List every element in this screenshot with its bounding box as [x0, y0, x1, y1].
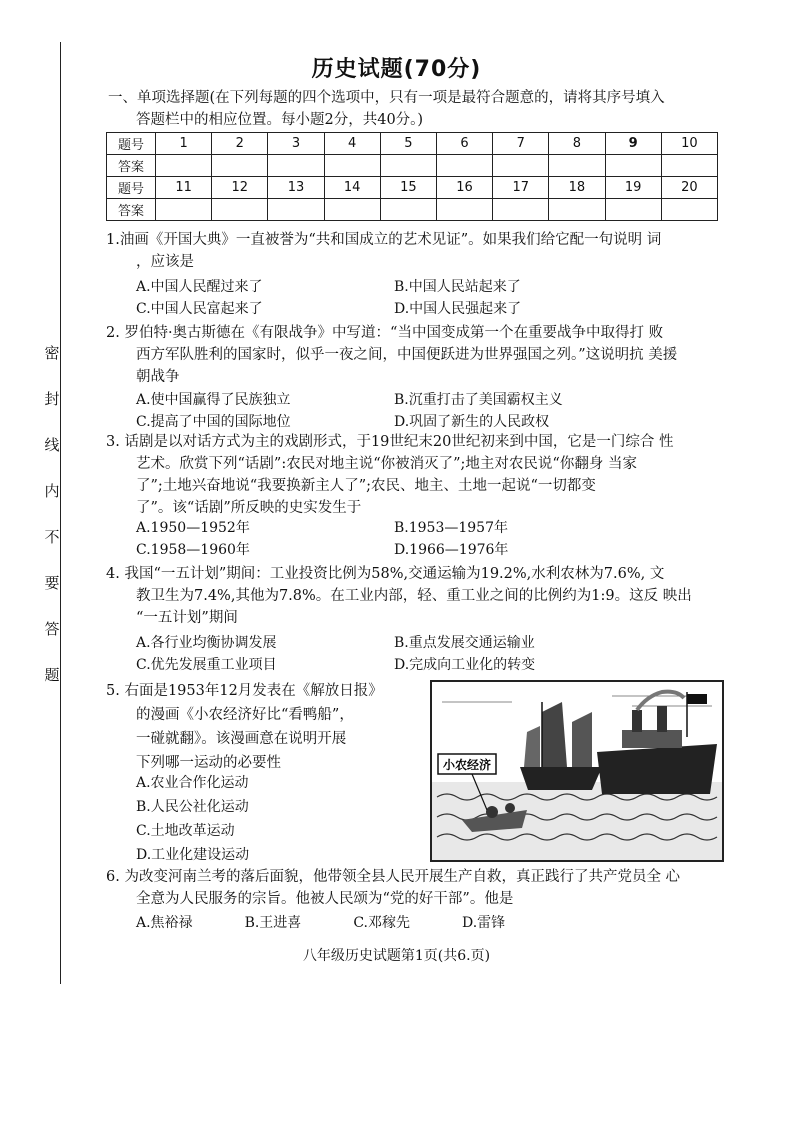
- option-a[interactable]: A.1950—1952年: [136, 520, 250, 536]
- question-1-options: [136, 276, 696, 320]
- answer-cell[interactable]: [605, 155, 661, 177]
- option-c[interactable]: C.中国人民富起来了: [136, 301, 263, 317]
- question-line: 2. 罗伯特·奥古斯德在《有限战争》中写道：“当中国变成第一个在重要战争中取得打 败: [106, 325, 664, 341]
- option-a[interactable]: A.农业合作化运动: [136, 775, 249, 791]
- answer-cell[interactable]: [324, 199, 380, 221]
- option-a[interactable]: A.中国人民醒过来了: [136, 279, 263, 295]
- junk-boat-icon: [520, 702, 602, 790]
- question-5: [106, 679, 406, 775]
- question-3-options: [136, 517, 696, 561]
- number-cell: 11: [156, 177, 212, 199]
- question-2: [106, 322, 726, 388]
- number-cell: 3: [268, 133, 324, 155]
- question-line: ，应该是: [136, 254, 194, 270]
- question-line: 一碰就翻》。该漫画意在说明开展: [136, 731, 347, 747]
- number-cell: 6: [436, 133, 492, 155]
- cartoon-image: [430, 680, 724, 862]
- option-b[interactable]: B.中国人民站起来了: [394, 279, 521, 295]
- option-d[interactable]: D.巩固了新生的人民政权: [394, 414, 550, 430]
- answer-cell[interactable]: [549, 199, 605, 221]
- question-4: [106, 563, 726, 629]
- answer-cell[interactable]: [380, 155, 436, 177]
- question-line: 的漫画《小农经济好比“看鸭船”，: [136, 707, 354, 723]
- steamship-icon: [597, 692, 717, 794]
- section-line: 答题栏中的相应位置。每小题2分，共40分。): [136, 112, 424, 128]
- question-line: 3. 话剧是以对话方式为主的戏剧形式，于19世纪末20世纪初来到中国，它是一门综合 性: [106, 434, 674, 450]
- number-cell: 18: [549, 177, 605, 199]
- option-c[interactable]: C.优先发展重工业项目: [136, 657, 277, 673]
- question-line: 6. 为改变河南兰考的落后面貌，他带领全县人民开展生产自救，真正践行了共产党员全 心: [106, 869, 681, 885]
- number-cell: 19: [605, 177, 661, 199]
- number-cell: 9: [605, 133, 661, 155]
- question-6-options: [136, 912, 696, 934]
- binding-char: 内: [44, 482, 60, 500]
- question-line: 艺术。欣赏下列“话剧”:农民对地主说“你被消灭了”;地主对农民说“你翻身 当家: [136, 456, 637, 472]
- section-instructions: [108, 87, 728, 131]
- answer-cell[interactable]: [268, 199, 324, 221]
- number-cell: 7: [493, 133, 549, 155]
- option-c[interactable]: C.1958—1960年: [136, 542, 250, 558]
- binding-char: 题: [44, 666, 60, 684]
- answer-table: [106, 132, 718, 221]
- number-cell: 8: [549, 133, 605, 155]
- answer-cell[interactable]: [549, 155, 605, 177]
- number-cell: 17: [493, 177, 549, 199]
- question-line: 1.油画《开国大典》一直被誉为“共和国成立的艺术见证”。如果我们给它配一句说明 词: [106, 232, 662, 248]
- answer-cell[interactable]: [436, 155, 492, 177]
- question-3: [106, 431, 726, 519]
- option-d[interactable]: D.完成向工业化的转变: [394, 657, 536, 673]
- table-row: [107, 155, 718, 177]
- option-c[interactable]: C.土地改革运动: [136, 823, 235, 839]
- question-line: 了”;土地兴奋地说“我要换新主人了”;农民、地主、土地一起说“一切都变: [136, 478, 596, 494]
- answer-cell[interactable]: [156, 155, 212, 177]
- option-d[interactable]: D.1966—1976年: [394, 542, 509, 558]
- question-2-options: [136, 389, 696, 433]
- option-d[interactable]: D.雷锋: [461, 915, 506, 931]
- number-cell: 14: [324, 177, 380, 199]
- option-c[interactable]: C.邓稼先: [353, 915, 410, 931]
- option-b[interactable]: B.人民公社化运动: [136, 799, 249, 815]
- page-footer: 八年级历史试题第1页(共6.页): [302, 948, 491, 964]
- question-4-options: [136, 632, 696, 676]
- answer-cell[interactable]: [661, 155, 717, 177]
- option-a[interactable]: A.使中国赢得了民族独立: [136, 392, 291, 408]
- number-cell: 20: [661, 177, 717, 199]
- sky-hatching: [442, 696, 712, 706]
- header-cell: 题号: [107, 177, 156, 199]
- header-cell: 答案: [107, 155, 156, 177]
- table-row: [107, 177, 718, 199]
- binding-char: 答: [44, 620, 60, 638]
- binding-char: 封: [44, 390, 60, 408]
- binding-char: 不: [44, 528, 60, 546]
- table-row: [107, 133, 718, 155]
- section-line: 一、单项选择题(在下列每题的四个选项中，只有一项是最符合题意的，请将其序号填入: [108, 90, 665, 106]
- number-cell: 5: [380, 133, 436, 155]
- binding-char: 密: [44, 344, 60, 362]
- answer-cell[interactable]: [324, 155, 380, 177]
- binding-char: 要: [44, 574, 60, 592]
- answer-cell[interactable]: [661, 199, 717, 221]
- question-5-options: [136, 771, 249, 867]
- number-cell: 4: [324, 133, 380, 155]
- option-b[interactable]: B.1953—1957年: [394, 520, 508, 536]
- option-d[interactable]: D.中国人民强起来了: [394, 301, 522, 317]
- option-d[interactable]: D.工业化建设运动: [136, 847, 250, 863]
- answer-cell[interactable]: [212, 199, 268, 221]
- answer-cell[interactable]: [493, 155, 549, 177]
- number-cell: 12: [212, 177, 268, 199]
- number-cell: 15: [380, 177, 436, 199]
- question-line: 5. 右面是1953年12月发表在《解放日报》: [106, 683, 383, 699]
- page-title: 历史试题(70分): [311, 57, 482, 82]
- answer-cell[interactable]: [380, 199, 436, 221]
- question-1: [106, 229, 726, 273]
- option-a[interactable]: A.焦裕禄: [136, 915, 193, 931]
- option-c[interactable]: C.提高了中国的国际地位: [136, 414, 291, 430]
- option-b[interactable]: B.沉重打击了美国霸权主义: [394, 392, 563, 408]
- answer-cell[interactable]: [268, 155, 324, 177]
- answer-cell[interactable]: [605, 199, 661, 221]
- cartoon-drawing: [432, 682, 722, 860]
- header-cell: 答案: [107, 199, 156, 221]
- answer-cell[interactable]: [436, 199, 492, 221]
- number-cell: 13: [268, 177, 324, 199]
- answer-cell[interactable]: [493, 199, 549, 221]
- question-line: 全意为人民服务的宗旨。他被人民颂为“党的好干部”。他是: [136, 891, 514, 907]
- question-line: 下列哪一运动的必要性: [136, 755, 281, 771]
- question-line: 教卫生为7.4%,其他为7.8%。在工业内部，轻、重工业之间的比例约为1:9。这反 映出: [136, 588, 692, 604]
- number-cell: 16: [436, 177, 492, 199]
- cartoon-label: 小农经济: [442, 758, 492, 772]
- question-6: [106, 866, 726, 910]
- binding-notice: [40, 330, 64, 698]
- answer-cell[interactable]: [156, 199, 212, 221]
- answer-cell[interactable]: [212, 155, 268, 177]
- binding-char: 线: [44, 436, 60, 454]
- table-row: [107, 199, 718, 221]
- question-line: 西方军队胜利的国家时，似乎一夜之间，中国便跃进为世界强国之列。”这说明抗 美援: [136, 347, 678, 363]
- option-a[interactable]: A.各行业均衡协调发展: [136, 635, 277, 651]
- question-line: “一五计划”期间: [136, 610, 238, 626]
- question-line: 了”。该“话剧”所反映的史实发生于: [136, 500, 362, 516]
- option-b[interactable]: B.重点发展交通运输业: [394, 635, 535, 651]
- header-cell: 题号: [107, 133, 156, 155]
- number-cell: 2: [212, 133, 268, 155]
- number-cell: 1: [156, 133, 212, 155]
- question-line: 4. 我国“一五计划”期间：工业投资比例为58%,交通运输为19.2%,水利农林为7.6%, 文: [106, 566, 665, 582]
- option-b[interactable]: B.王进喜: [244, 915, 302, 931]
- number-cell: 10: [661, 133, 717, 155]
- question-line: 朝战争: [136, 369, 180, 385]
